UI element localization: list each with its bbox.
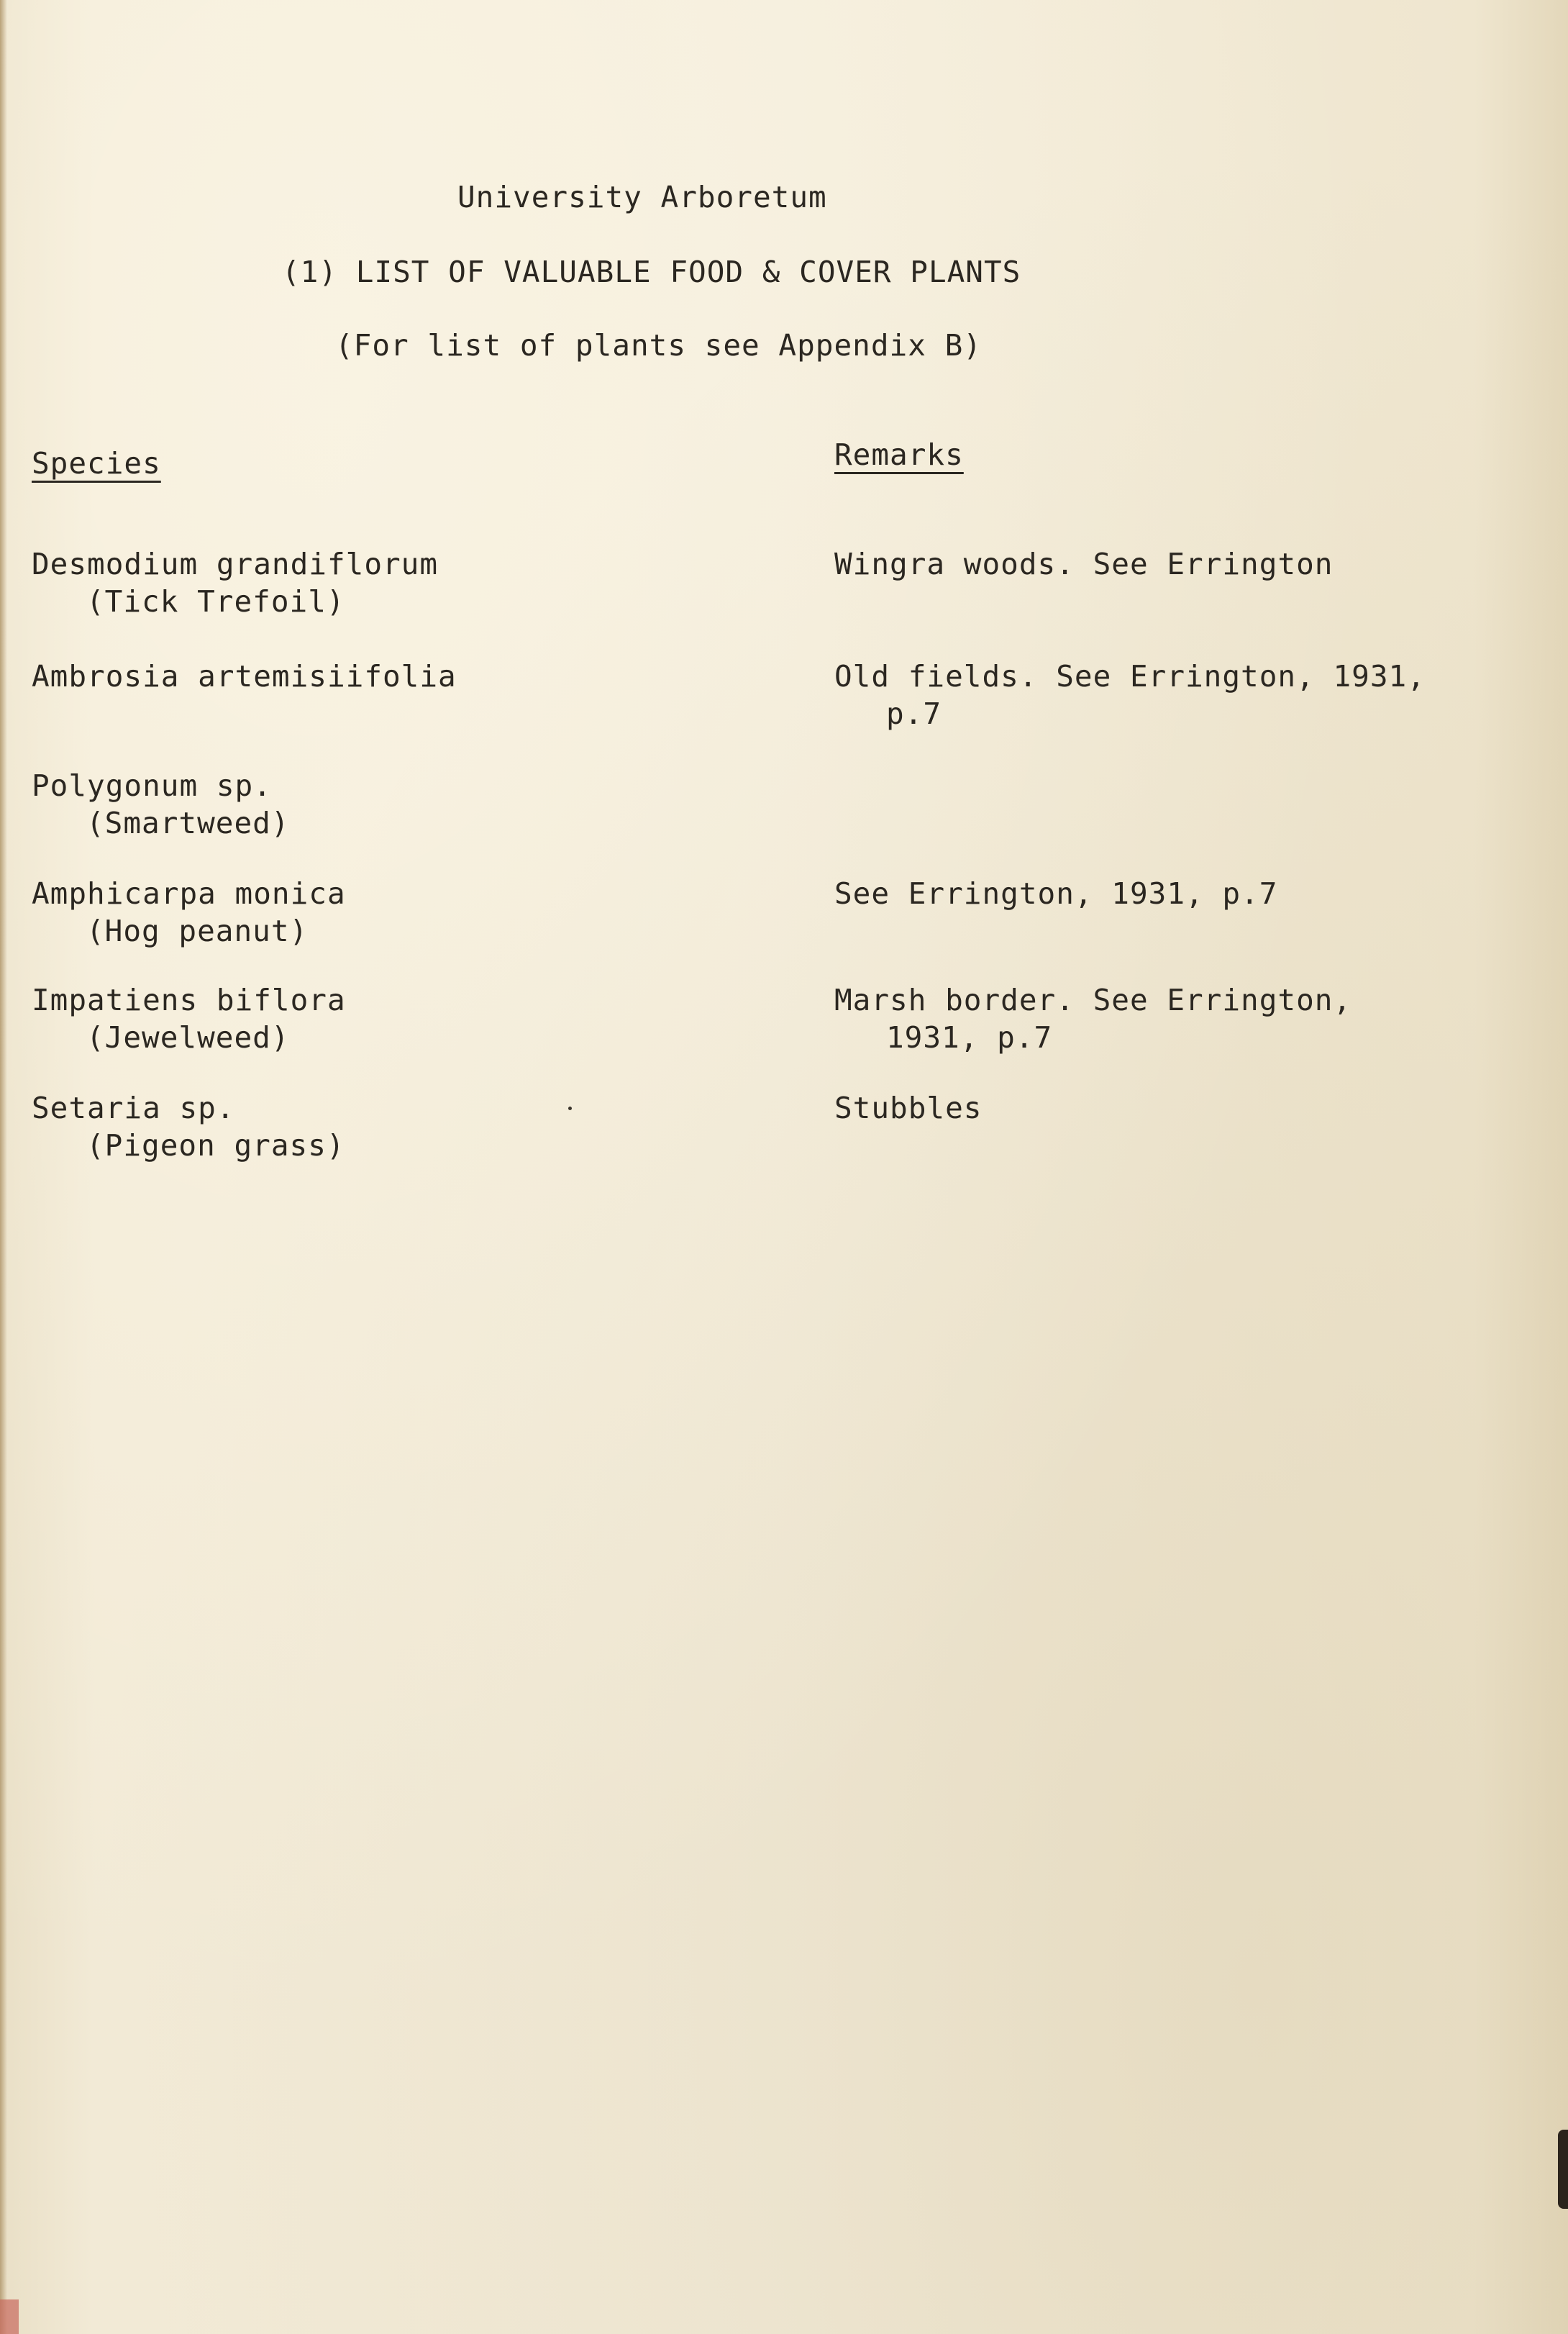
species-column-heading: Species [32, 446, 161, 481]
corner-mark [0, 2299, 19, 2334]
remark-text: Wingra woods. See Errington [834, 547, 1334, 581]
common-name: (Hog peanut) [86, 914, 309, 948]
remark-continuation: 1931, p.7 [886, 1020, 1053, 1055]
remark-continuation: p.7 [886, 696, 942, 731]
common-name: (Tick Trefoil) [86, 584, 345, 619]
document-title: University Arboretum [457, 180, 827, 214]
species-name: Polygonum sp. [32, 768, 272, 803]
species-name: Amphicarpa monica [32, 876, 346, 911]
remark-text: See Errington, 1931, p.7 [834, 876, 1278, 911]
species-name: Setaria sp. [32, 1091, 235, 1125]
common-name: (Jewelweed) [86, 1020, 290, 1055]
list-heading: (1) LIST OF VALUABLE FOOD & COVER PLANTS [282, 255, 1021, 289]
remark-text: Stubbles [834, 1091, 983, 1125]
binder-tab [1558, 2130, 1568, 2209]
species-name: Desmodium grandiflorum [32, 547, 439, 581]
remarks-column-heading: Remarks [834, 437, 964, 472]
remark-text: Old fields. See Errington, 1931, [834, 659, 1426, 694]
appendix-note: (For list of plants see Appendix B) [335, 328, 982, 363]
species-name: Ambrosia artemisiifolia [32, 659, 457, 694]
common-name: (Smartweed) [86, 806, 290, 840]
common-name: (Pigeon grass) [86, 1128, 345, 1163]
page-edge [0, 0, 7, 2334]
species-name: Impatiens biflora [32, 983, 346, 1017]
ink-speck [568, 1107, 572, 1110]
remark-text: Marsh border. See Errington, [834, 983, 1352, 1017]
